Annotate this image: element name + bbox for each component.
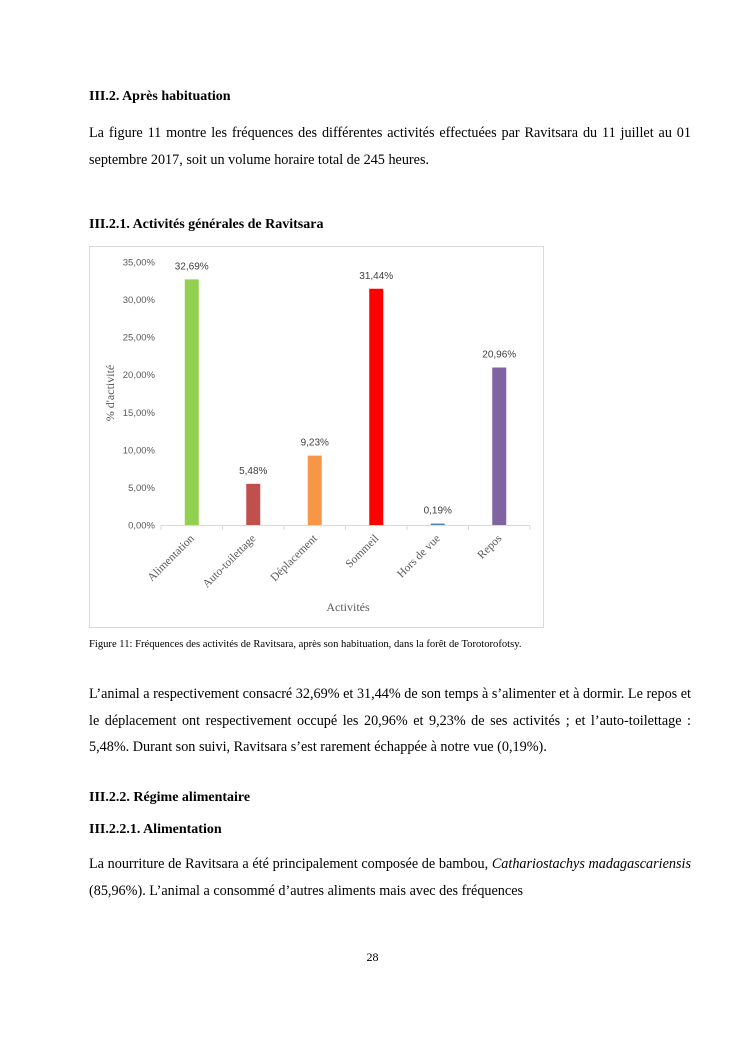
bar-value-label: 20,96% [482, 349, 517, 361]
bar-value-label: 32,69% [174, 261, 209, 273]
feeding-text-end: (85,96%). L’animal a consommé d’autres aliments mais avec des fréquences [89, 882, 524, 899]
bars [175, 261, 517, 525]
bar-alimentation [185, 279, 199, 525]
bar-value-label: 0,19% [423, 505, 452, 517]
y-tick-label: 15,00% [122, 407, 155, 419]
x-tick-label: Repos [475, 532, 505, 562]
bar-sommeil [369, 289, 383, 525]
y-tick-label: 0,00% [128, 520, 155, 532]
feeding-text-start: La nourriture de Ravitsara a été principalement composée de bambou, [89, 856, 492, 872]
bar-value-label: 9,23% [300, 437, 329, 449]
bar-value-label: 5,48% [239, 465, 268, 477]
bar-value-label: 31,44% [359, 270, 394, 282]
bar-auto-toilettage [246, 484, 260, 525]
y-tick-label: 25,00% [122, 332, 155, 344]
diet-heading: III.2.2. Régime alimentaire [89, 790, 251, 805]
x-tick-label: Déplacement [268, 532, 320, 585]
y-tick-label: 20,00% [122, 370, 155, 382]
y-tick-label: 35,00% [122, 257, 155, 269]
species-name: Cathariostachys madagascariensis [491, 856, 691, 872]
feeding-heading: III.2.2.1. Alimentation [89, 822, 222, 837]
feeding-paragraph [89, 851, 691, 904]
x-axis-title: Activités [326, 600, 370, 614]
activity-bar-chart [89, 246, 544, 628]
section-heading: III.2. Après habituation [89, 89, 231, 104]
bar-repos [492, 368, 506, 525]
x-axis [145, 525, 530, 590]
y-tick-label: 10,00% [122, 445, 155, 457]
y-axis [123, 258, 156, 532]
y-axis-title: % d'activité [103, 364, 117, 422]
intro-paragraph: La figure 11 montre les fréquences des différentes activités effectuées par Ravitsara du 11 juillet au 01 septembre 2017, soit un volume horaire total de 245 heures. [89, 125, 691, 168]
subsection-heading: III.2.1. Activités générales de Ravitsara [89, 217, 324, 232]
x-tick-label: Alimentation [145, 532, 197, 585]
results-paragraph: L’animal a respectivement consacré 32,69% et 31,44% de son temps à s’alimenter et à dormir. Le repos et le déplacement ont respectivement occupé les 20,96% et 9,23% de ses activités ; et l’auto-toilettage : 5,48%. Durant son suivi, Ravitsara s’est rarement échappée à notre vue (0,19%). [89, 686, 691, 755]
bar-d-placement [308, 456, 322, 525]
bar-hors-de-vue [431, 524, 445, 525]
x-tick-label: Sommeil [343, 532, 382, 571]
figure-caption: Figure 11: Fréquences des activités de Ravitsara, après son habituation, dans la forêt de Torotorofotsy. [89, 639, 522, 650]
x-tick-label: Hors de vue [395, 532, 443, 581]
page-number: 28 [366, 950, 379, 964]
x-tick-label: Auto-toilettage [200, 532, 259, 591]
y-tick-label: 5,00% [128, 482, 155, 494]
y-tick-label: 30,00% [122, 295, 155, 307]
